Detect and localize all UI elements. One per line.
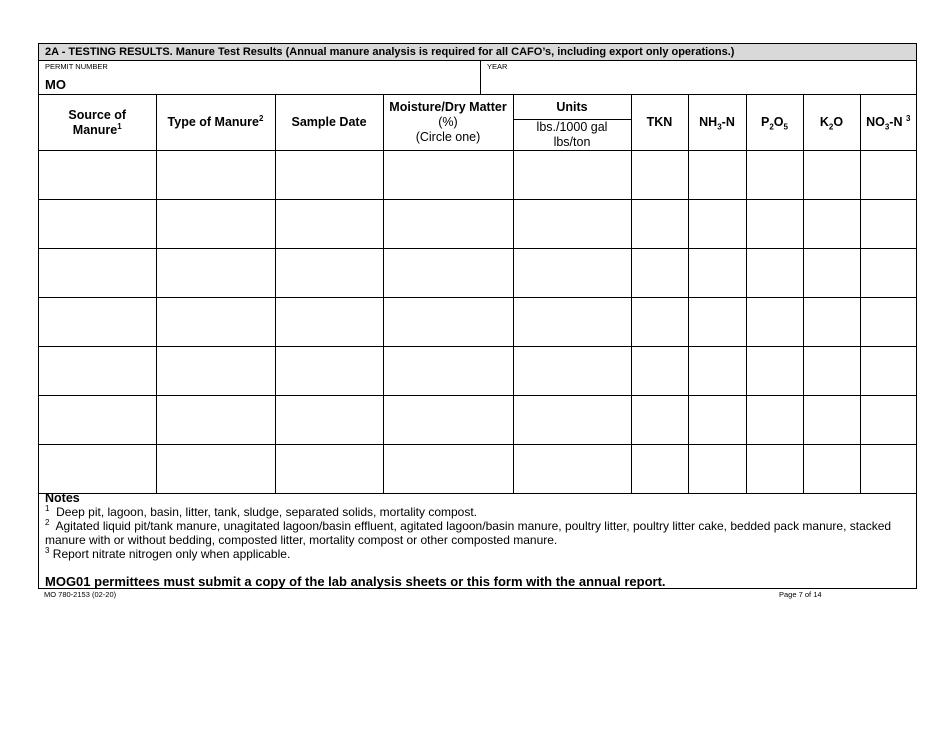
- table-cell[interactable]: [275, 298, 383, 347]
- section-header: 2A - TESTING RESULTS. Manure Test Results (Annual manure analysis is required for all CAFO’s, including export only operations.): [39, 44, 916, 61]
- table-cell[interactable]: [39, 151, 156, 200]
- table-cell[interactable]: [688, 298, 746, 347]
- testing-results-form: [38, 43, 917, 589]
- table-cell[interactable]: [631, 298, 688, 347]
- table-row: [39, 249, 916, 298]
- table-cell[interactable]: [156, 200, 275, 249]
- table-cell[interactable]: [156, 298, 275, 347]
- table-cell[interactable]: [860, 347, 916, 396]
- units-options[interactable]: lbs./1000 gal lbs/ton: [513, 120, 631, 151]
- table-cell[interactable]: [513, 200, 631, 249]
- table-cell[interactable]: [39, 200, 156, 249]
- table-cell[interactable]: [803, 249, 860, 298]
- table-cell[interactable]: [860, 200, 916, 249]
- col-type-of-manure: Type of Manure$^2$: [156, 95, 275, 151]
- col-tkn: TKN: [631, 95, 688, 151]
- table-cell[interactable]: [688, 347, 746, 396]
- table-cell[interactable]: [383, 445, 513, 494]
- table-cell[interactable]: [746, 298, 803, 347]
- table-cell[interactable]: [513, 445, 631, 494]
- table-cell[interactable]: [688, 151, 746, 200]
- page-number: Page 7 of 14: [779, 590, 822, 599]
- table-cell[interactable]: [39, 298, 156, 347]
- year-label: YEAR: [487, 62, 508, 71]
- results-table: [39, 94, 916, 494]
- table-cell[interactable]: [746, 445, 803, 494]
- table-cell[interactable]: [275, 200, 383, 249]
- table-cell[interactable]: [383, 347, 513, 396]
- col-no3-n: $NO_3-N$ $^3$: [860, 95, 916, 151]
- notes-title: Notes: [45, 491, 80, 505]
- table-cell[interactable]: [275, 151, 383, 200]
- table-cell[interactable]: [39, 347, 156, 396]
- table-cell[interactable]: [803, 347, 860, 396]
- table-cell[interactable]: [156, 151, 275, 200]
- table-cell[interactable]: [631, 396, 688, 445]
- col-units: Units: [513, 95, 631, 120]
- table-cell[interactable]: [39, 445, 156, 494]
- table-cell[interactable]: [39, 249, 156, 298]
- table-cell[interactable]: [513, 298, 631, 347]
- col-moisture-dry-matter: Moisture/Dry Matter (%) (Circle one): [383, 95, 513, 151]
- table-cell[interactable]: [513, 347, 631, 396]
- table-row: [39, 200, 916, 249]
- table-cell[interactable]: [631, 347, 688, 396]
- note-1: $^1$ Deep pit, lagoon, basin, litter, tank, sludge, separated solids, mortality compost.: [45, 504, 478, 519]
- table-cell[interactable]: [860, 151, 916, 200]
- col-p2o5: $P_2O_5$: [746, 95, 803, 151]
- table-cell[interactable]: [688, 396, 746, 445]
- form-id: MO 780-2153 (02-20): [44, 590, 117, 599]
- permit-number-value[interactable]: MO: [45, 77, 66, 92]
- table-cell[interactable]: [860, 298, 916, 347]
- table-cell[interactable]: [275, 396, 383, 445]
- table-cell[interactable]: [860, 445, 916, 494]
- table-cell[interactable]: [156, 347, 275, 396]
- table-row: [39, 445, 916, 494]
- table-cell[interactable]: [275, 347, 383, 396]
- table-cell[interactable]: [746, 200, 803, 249]
- table-cell[interactable]: [383, 298, 513, 347]
- table-cell[interactable]: [803, 298, 860, 347]
- col-k2o: $K_2O$: [803, 95, 860, 151]
- table-row: [39, 151, 916, 200]
- table-cell[interactable]: [513, 249, 631, 298]
- table-cell[interactable]: [513, 396, 631, 445]
- table-cell[interactable]: [688, 249, 746, 298]
- table-cell[interactable]: [803, 445, 860, 494]
- table-cell[interactable]: [156, 445, 275, 494]
- table-cell[interactable]: [275, 249, 383, 298]
- table-cell[interactable]: [803, 200, 860, 249]
- table-cell[interactable]: [860, 396, 916, 445]
- table-cell[interactable]: [746, 347, 803, 396]
- col-source-of-manure: Source of Manure$^1$: [39, 95, 156, 151]
- submission-requirement: MOG01 permittees must submit a copy of the lab analysis sheets or this form with the annual report.: [45, 574, 666, 589]
- table-cell[interactable]: [746, 151, 803, 200]
- table-cell[interactable]: [688, 445, 746, 494]
- table-cell[interactable]: [860, 249, 916, 298]
- year-field[interactable]: [480, 61, 917, 94]
- table-cell[interactable]: [39, 396, 156, 445]
- table-cell[interactable]: [383, 249, 513, 298]
- note-3: $^3$ Report nitrate nitrogen only when applicable.: [45, 546, 291, 561]
- table-cell[interactable]: [631, 151, 688, 200]
- results-body: [39, 151, 916, 494]
- table-cell[interactable]: [746, 249, 803, 298]
- notes-section: [45, 491, 911, 561]
- table-cell[interactable]: [631, 445, 688, 494]
- table-row: [39, 298, 916, 347]
- table-cell[interactable]: [803, 151, 860, 200]
- note-2: $^2$ Agitated liquid pit/tank manure, unagitated lagoon/basin effluent, agitated lagoon/basin manure, poultry litter, poultry litter cake, bedded pack manure, stacked manure with or without bedding, composted litter, mortality compost or other composted manure.: [45, 518, 892, 547]
- table-cell[interactable]: [156, 249, 275, 298]
- table-row: [39, 396, 916, 445]
- permit-number-label: PERMIT NUMBER: [45, 62, 108, 71]
- table-cell[interactable]: [688, 200, 746, 249]
- table-cell[interactable]: [156, 396, 275, 445]
- col-sample-date: Sample Date: [275, 95, 383, 151]
- table-cell[interactable]: [513, 151, 631, 200]
- table-cell[interactable]: [383, 151, 513, 200]
- col-nh3-n: $NH_3-N$: [688, 95, 746, 151]
- table-cell[interactable]: [803, 396, 860, 445]
- table-cell[interactable]: [275, 445, 383, 494]
- table-row: [39, 347, 916, 396]
- table-cell[interactable]: [631, 200, 688, 249]
- table-cell[interactable]: [383, 396, 513, 445]
- table-cell[interactable]: [631, 249, 688, 298]
- table-cell[interactable]: [383, 200, 513, 249]
- table-cell[interactable]: [746, 396, 803, 445]
